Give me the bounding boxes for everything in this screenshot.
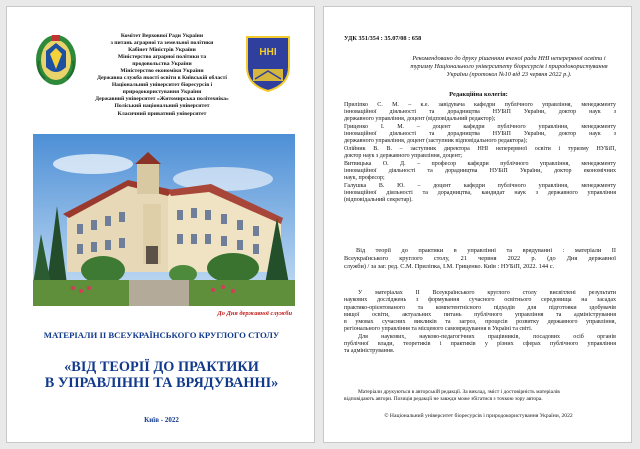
organization-line: Комітет Верховної Ради України [120,33,204,39]
disclaimer-line: відповідають автори. Позиція редакції не завжди може збігатися з точкою зору автора. [344,396,543,402]
organization-line: Національний університет біоресурсів і [111,82,213,89]
publication-recommendation [402,55,616,79]
organization-line: Міністерство аграрної політики та [117,54,207,61]
board-line: Олійник В. В. – заступник директора ННІ неперервної освіти і туризму НУБіП, [344,146,616,153]
city-year: Київ - 2022 [144,416,179,424]
organization-line: Державна служба якості освіти в Київській області [97,75,227,82]
organization-line: Державний університет «Житомирська політехніка» [95,96,229,103]
board-line: Приліпко С. М. – к.е. завідувача кафедри публічного управління, менеджменту [344,102,616,108]
disclaimer-line: Матеріали друкуються в авторській редакції. За виклад, зміст і достовірність матеріалів [358,389,560,395]
biblio-line: Від теорії до практики в управлінні та врядуванні : матеріали ІІ [356,247,616,254]
board-line: інноваційної діяльності та дорадництва НУБіП України, доктор наук з [344,131,616,138]
abstract [344,290,616,356]
copyright: © Національний університет біоресурсів і природокористування України, 2022 [384,413,573,419]
board-line: наук, професор; [344,175,385,182]
board-line: інноваційної діяльності та дорадництва НУБіП України, доктор наук з [344,109,616,116]
biblio-line: служби) / за заг. ред. С.М. Приліпка, І.М. Гриценко. Київ : НУБіП, 2022. 144 с. [344,262,555,270]
main-title [7,359,315,391]
board-line: (відповідальний секретар). [344,197,413,204]
abstract-line: та адміністрування. [344,348,395,355]
organization-line: Міністерство економіки України [120,68,204,75]
svg-text:ННІ: ННІ [259,47,277,58]
board-line: Витвицька О. Д. – професор кафедри публічного управління, менеджменту [344,161,616,168]
organization-line: з питань аграрної та земельної політики [110,40,214,47]
abstract-line: регіонального управління та місцевого самоврядування в Україні та світі. [344,326,533,333]
organization-line: Поліський національний університет [114,103,210,110]
editorial-board-title: Редакційна колегія: [449,91,508,98]
board-line: державного управління, доцент (заступник відповідального редактора); [344,138,528,145]
main-title-line: «ВІД ТЕОРІЇ ДО ПРАКТИКИ [64,359,259,375]
organization-line: продовольства України [132,61,192,68]
recommendation-line: Рекомендовано до друку рішенням вченої ради ННІ неперервної освіти і [412,55,606,62]
organizations-list [85,33,239,118]
recommendation-line: туризму Національного університету біоресурсів і природокористування [410,63,608,70]
abstract-line: в умовах сучасних викликів та загроз, процесів розвитку державного управління, [344,319,616,326]
board-line: Галушка В. Ю. – доцент кафедри публічного управління, менеджменту [344,183,616,190]
editorial-board-list [344,102,616,205]
board-line: доктор наук з державного управління, доцент; [344,153,463,160]
abstract-line: Для наукових, науково-педагогічних працівників, посадових осіб органів [358,333,616,340]
organization-line: Кабінет Міністрів України [128,47,196,54]
cover-page [6,6,315,443]
photo-caption: До Дня державної служби [217,310,292,317]
organization-line: Класичний приватний університет [117,110,207,117]
abstract-line: У матеріалах ІІ Всеукраїнського круглого столу висвітлені результати [358,290,616,296]
udk-code: УДК 351/354 : 35.07/08 : 658 [344,35,422,42]
biblio-line: Всеукраїнського круглого столу, 21 червня 2022 р. (до Дня державної [344,254,616,262]
abstract-line: наукових досліджень з формування сучасного освітнього середовища на засадах [344,297,616,304]
board-line: інноваційної діяльності та дорадництва НУБіП України, доктор економічних [344,168,616,175]
abstract-line: вищої освіти, актуальних питань публічного управління та адміністрування [344,311,616,318]
organization-line: природокористування України [122,89,202,96]
imprint-page [323,6,632,443]
bibliographic-description [344,247,616,271]
abstract-line: практико-орієнтованого та компетентнісного підходів для підготовки здобувачів [344,304,616,311]
disclaimer [344,389,616,403]
materials-title: МАТЕРІАЛИ ІІ ВСЕУКРАЇНСЬКОГО КРУГЛОГО СТОЛУ [43,330,280,340]
institute-emblem-icon [243,33,293,93]
abstract-line: публічної влади, теоретиків і практиків у різних сферах публічного управління [344,341,616,348]
campus-photo [33,134,295,306]
university-crest-icon [33,31,79,87]
board-line: державного управління, доцент (відповідальний редактор); [344,116,496,123]
recommendation-line: України (протокол №10 від 23 червня 2022 р.). [446,71,572,78]
board-line: Гриценко І. М. – доцент кафедри публічного управління, менеджменту [344,124,616,131]
board-line: інноваційної діяльності та дорадництва, кандидат наук з державного управління [344,190,616,197]
main-title-line: В УПРАВЛІННІ ТА ВРЯДУВАННІ» [44,375,279,391]
